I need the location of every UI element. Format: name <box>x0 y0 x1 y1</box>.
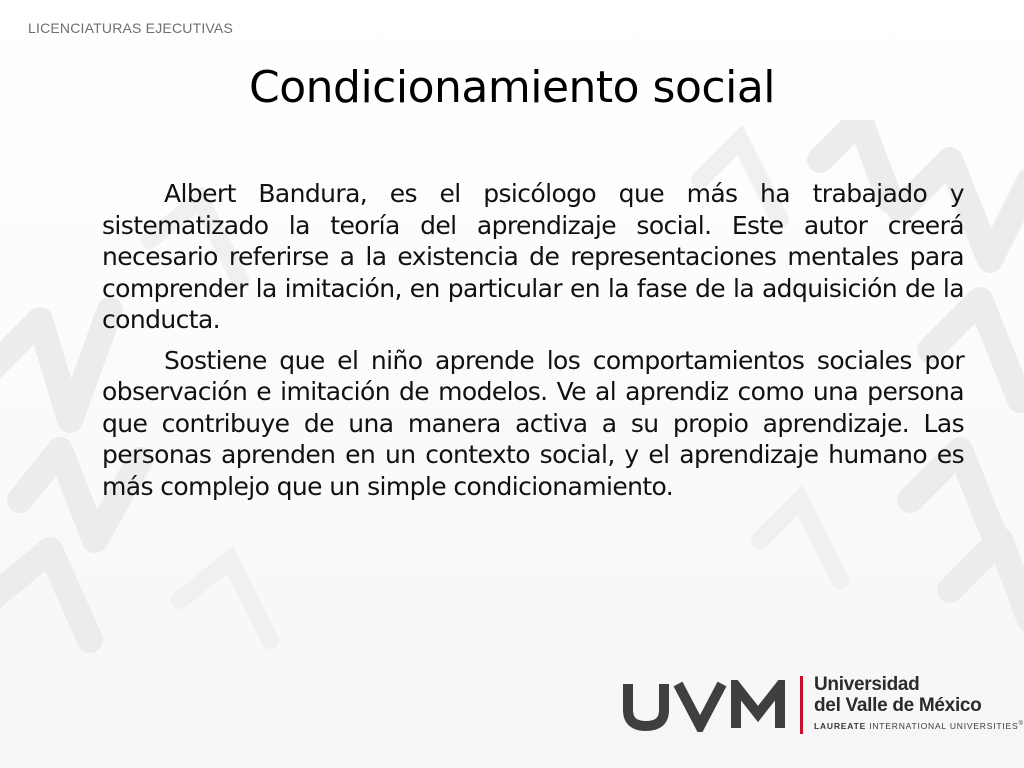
university-name-line2: del Valle de México <box>814 695 982 716</box>
uvm-logo <box>622 674 1024 736</box>
body-paragraph: Albert Bandura, es el psicólogo que más ha trabajado y sistematizado la teoría del aprendizaje social. Este autor creerá necesario referirse a la existencia de representaciones mentales para comprender la imitación, en particular en la fase de la adquisición de la conducta. <box>102 179 964 334</box>
laureate-tagline <box>814 721 1024 731</box>
laureate-brand: LAUREATE <box>814 721 867 731</box>
laureate-network: INTERNATIONAL UNIVERSITIES <box>866 721 1019 731</box>
body-paragraph: Sostiene que el niño aprende los comportamientos sociales por observación e imitación de modelos. Ve al aprendiz como una persona que contribuye de una manera activa a su propio aprendizaje. Las personas aprenden en un contexto social, y el aprendizaje humano es más complejo que un simple condicionamiento. <box>102 345 964 501</box>
slide-title: Condicionamiento social <box>248 62 776 113</box>
logo-divider <box>800 676 803 734</box>
trademark-mark: ® <box>1018 721 1024 727</box>
slide-body <box>102 178 964 511</box>
uvm-wordmark <box>622 680 794 732</box>
program-label: LICENCIATURAS EJECUTIVAS <box>28 20 233 36</box>
university-name-line1: Universidad <box>814 674 920 695</box>
